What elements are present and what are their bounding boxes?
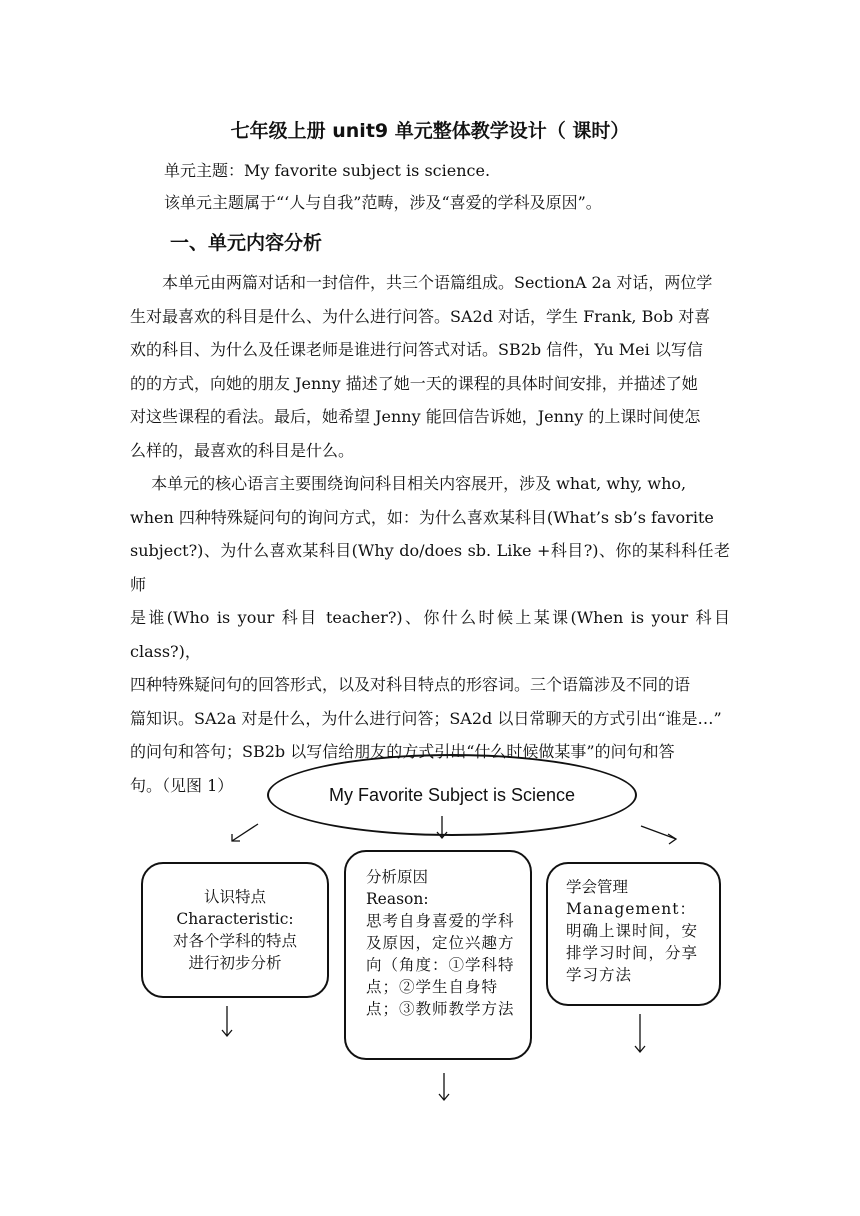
paragraph-line: 的问句和答句；SB2b 以写信给朋友的方式引出“什么时候做某事”的问句和答 xyxy=(130,742,675,761)
paragraph-line: 句。（见图 1） xyxy=(130,775,234,795)
paragraph-line: 对这些课程的看法。最后，她希望 Jenny 能回信告诉她，Jenny 的上课时间使怎 xyxy=(130,407,701,426)
paragraph-line: 么样的，最喜欢的科目是什么。 xyxy=(130,440,355,460)
center-topic-oval xyxy=(267,754,637,836)
box-subtitle: Reason: xyxy=(366,890,429,908)
paragraph-line: 四种特殊疑问句的回答形式，以及对科目特点的形容词。三个语篇涉及不同的语 xyxy=(130,675,691,694)
paragraph-line: 是谁(Who is your 科目 teacher?)、你什么时候上某课(When is your 科目 class?)， xyxy=(130,608,730,661)
arrow-right xyxy=(641,826,676,839)
paragraph-line: 的的方式，向她的朋友 Jenny 描述了她一天的课程的具体时间安排，并描述了她 xyxy=(130,373,698,393)
box-body: Management：明确上课时间，安排学习时间，分享学习方法 xyxy=(566,900,699,984)
management-box xyxy=(546,862,721,1006)
paragraph-line: subject?)、为什么喜欢某科目(Why do/does sb. Like +科目?)、你的某科科任老师 xyxy=(130,541,730,594)
reason-box xyxy=(344,850,532,1060)
box-body: 思考自身喜爱的学科及原因，定位兴趣方向（角度：①学科特点；②学生自身特点；③教师教学方法 xyxy=(366,912,515,1018)
box-subtitle: Characteristic: xyxy=(176,910,294,928)
box-title: 学会管理 xyxy=(566,878,629,896)
unit-diagram xyxy=(0,740,860,1216)
paragraph-line: 篇知识。SA2a 对是什么，为什么进行问答；SA2d 以日常聊天的方式引出“谁是…” xyxy=(130,708,722,728)
page-title: 七年级上册 unit9 单元整体教学设计（ 课时） xyxy=(230,120,630,142)
arrow-left xyxy=(232,824,258,841)
category-line: 该单元主题属于“‘人与自我”范畴，涉及“喜爱的学科及原因”。 xyxy=(164,193,602,212)
section-heading: 一、单元内容分析 xyxy=(170,232,323,254)
paragraph-line: when 四种特殊疑问句的询问方式，如：为什么喜欢某科目(What’s sb’s favorite xyxy=(130,507,714,527)
characteristic-box xyxy=(141,862,329,998)
paragraph-content-analysis xyxy=(130,266,730,467)
paragraph-line: 本单元由两篇对话和一封信件，共三个语篇组成。SectionA 2a 对话，两位学 xyxy=(130,273,713,292)
box-body-line: 进行初步分析 xyxy=(188,954,282,972)
paragraph-line: 生对最喜欢的科目是什么、为什么进行问答。SA2d 对话，学生 Frank, Bob 对喜 xyxy=(130,306,711,326)
box-title: 认识特点 xyxy=(203,888,266,906)
paragraph-line: 欢的科目、为什么及任课老师是谁进行问答式对话。SB2b 信件，Yu Mei 以写信 xyxy=(130,340,703,359)
paragraph-line: 本单元的核心语言主要围绕询问科目相关内容展开，涉及 what, why, who, xyxy=(130,474,687,493)
box-body-line: 对各个学科的特点 xyxy=(172,932,297,950)
box-title: 分析原因 xyxy=(366,868,429,886)
theme-line: 单元主题：My favorite subject is science. xyxy=(164,161,491,180)
center-topic-text: My Favorite Subject is Science xyxy=(328,784,576,805)
